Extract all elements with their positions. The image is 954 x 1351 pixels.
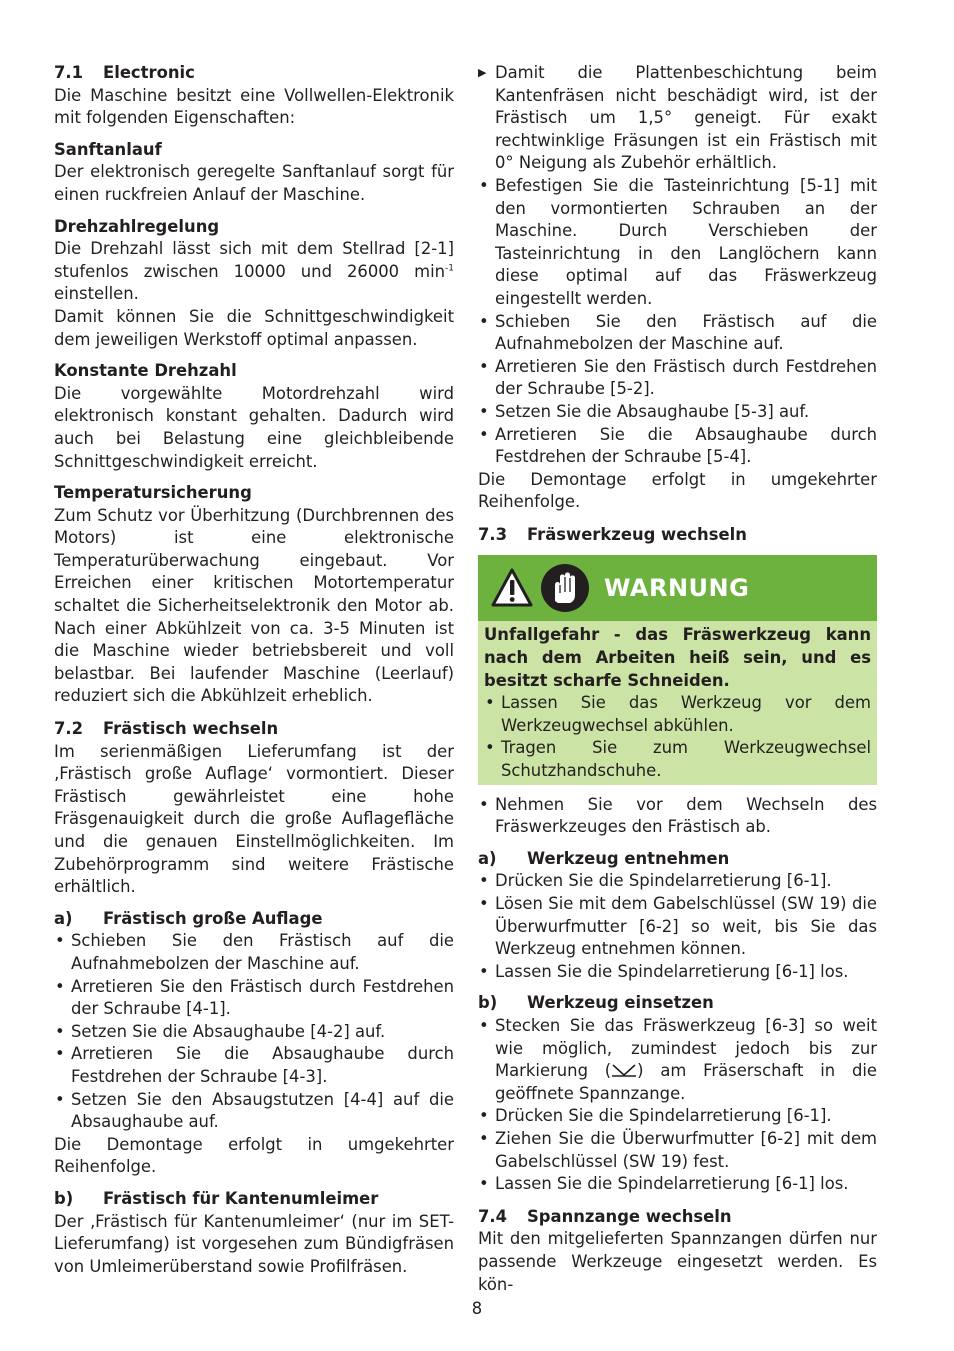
sanftanlauf-heading: Sanftanlauf bbox=[54, 139, 162, 159]
subsection-a-heading: a) Frästisch große Auflage bbox=[54, 908, 323, 928]
list-item: • Lassen Sie das Werkzeug vor dem Werkzeugwechsel abkühlen. bbox=[484, 692, 871, 737]
gloves-icon bbox=[540, 563, 590, 613]
list-item: • Nehmen Sie vor dem Wechseln des Fräswerkzeuges den Frästisch ab. bbox=[478, 794, 877, 839]
section-7-1-intro: Die Maschine besitzt eine Vollwellen-Elektronik mit folgenden Eigenschaften: bbox=[54, 85, 454, 128]
list-item: • Ziehen Sie die Überwurfmutter [6-2] mit dem Gabelschlüssel (SW 19) fest. bbox=[478, 1128, 877, 1173]
section-7-2-text: Im serienmäßigen Lieferumfang ist der ‚Frästisch große Auflage‘ vormontiert. Dieser Frästisch gewährleistet eine hohe Fräsgenauigkeit durch die große Auflagefläche und die genauen Einstellmöglichkeiten. Im Zubehörprogramm sind weitere Frästische erhältlich. bbox=[54, 741, 454, 897]
list-item: • Setzen Sie den Absaugstutzen [4-4] auf die Absaughaube auf. bbox=[54, 1089, 454, 1134]
werkzeug-entnehmen-heading: a) Werkzeug entnehmen bbox=[478, 848, 730, 868]
list-item: • Lösen Sie mit dem Gabelschlüssel (SW 19) die Überwurfmutter [6-2] so weit, bis Sie das Werkzeug entnehmen können. bbox=[478, 893, 877, 961]
list-item: ▶ Damit die Plattenbeschichtung beim Kantenfräsen nicht beschädigt wird, ist der Frästisch um 1,5° geneigt. Für exakt rechtwinklige Fräsungen ist ein Frästisch mit 0° Neigung als Zubehör erhältlich. bbox=[478, 62, 877, 175]
subsection-a-list bbox=[54, 930, 454, 1133]
warning-header bbox=[478, 555, 877, 621]
right-column bbox=[478, 62, 877, 1296]
drehzahlregelung-heading: Drehzahlregelung bbox=[54, 216, 220, 236]
list-item: • Setzen Sie die Absaughaube [4-2] auf. bbox=[54, 1021, 454, 1044]
sanftanlauf-text: Der elektronisch geregelte Sanftanlauf sorgt für einen ruckfreien Anlauf der Maschine. bbox=[54, 162, 454, 204]
list-item: • Drücken Sie die Spindelarretierung [6-1]. bbox=[478, 870, 877, 893]
list-item: • Stecken Sie das Fräswerkzeug [6-3] so weit wie möglich, zumindest jedoch bis zur Markierung ( ) am Fräserschaft in die geöffnete Spannzange. bbox=[478, 1015, 877, 1105]
warning-title: WARNUNG bbox=[604, 574, 750, 603]
warning-box bbox=[478, 555, 877, 784]
section-7-4-heading: 7.4 Spannzange wechseln bbox=[478, 1206, 732, 1226]
kanten-list bbox=[478, 62, 877, 469]
list-item: • Drücken Sie die Spindelarretierung [6-1]. bbox=[478, 1105, 877, 1128]
drehzahlregelung-text: Die Drehzahl lässt sich mit dem Stellrad [2-1] stufenlos zwischen 10000 und 26000 $\min^{-1}$ einstellen. bbox=[54, 239, 454, 304]
temperatursicherung-heading: Temperatursicherung bbox=[54, 483, 252, 503]
warning-triangle-icon bbox=[490, 567, 534, 609]
list-item: • Tragen Sie zum Werkzeugwechsel Schutzhandschuhe. bbox=[484, 737, 871, 782]
subsection-b-heading: b) Frästisch für Kantenumleimer bbox=[54, 1188, 379, 1208]
section-7-4-text: Mit den mitgelieferten Spannzangen dürfen nur passende Werkzeuge eingesetzt werden. Es kön- bbox=[478, 1229, 877, 1294]
section-7-1-heading: 7.1 Electronic bbox=[54, 63, 195, 82]
demontage-note: Die Demontage erfolgt in umgekehrter Reihenfolge. bbox=[478, 469, 877, 512]
left-column bbox=[54, 62, 454, 1278]
temperatursicherung-text: Zum Schutz vor Überhitzung (Durchbrennen des Motors) ist eine elektronische Temperaturüberwachung eingebaut. Vor Erreichen einer kritischen Motortemperatur schaltet die Sicherheitselektronik den Motor ab. Nach einer Abkühlzeit von ca. 3-5 Minuten ist die Maschine wieder betriebsbereit und voll belastbar. Bei laufender Maschine (Leerlauf) reduziert sich die Abkühlzeit erheblich. bbox=[54, 505, 454, 706]
drehzahlregelung-text-2: Damit können Sie die Schnittgeschwindigkeit dem jeweiligen Werkstoff optimal anpassen. bbox=[54, 306, 454, 349]
list-item: • Arretieren Sie die Absaughaube durch Festdrehen der Schraube [4-3]. bbox=[54, 1043, 454, 1088]
warning-body bbox=[478, 621, 877, 784]
list-item: • Schieben Sie den Frästisch auf die Aufnahmebolzen der Maschine auf. bbox=[478, 311, 877, 356]
werkzeug-entnehmen-list bbox=[478, 870, 877, 983]
marking-icon bbox=[611, 1062, 637, 1078]
pre-list bbox=[478, 794, 877, 839]
subsection-b-text: Der ‚Frästisch für Kantenumleimer‘ (nur im SET-Lieferumfang) ist vorgesehen zum Bündigfräsen von Umleimerüberstand sowie Profilfräsen. bbox=[54, 1211, 454, 1276]
list-item: • Arretieren Sie die Absaughaube durch Festdrehen der Schraube [5-4]. bbox=[478, 424, 877, 469]
section-7-2-heading: 7.2 Frästisch wechseln bbox=[54, 719, 279, 739]
werkzeug-einsetzen-heading: b) Werkzeug einsetzen bbox=[478, 993, 714, 1013]
list-item: • Lassen Sie die Spindelarretierung [6-1] los. bbox=[478, 1173, 877, 1196]
konstante-drehzahl-text: Die vorgewählte Motordrehzahl wird elektronisch konstant gehalten. Dadurch wird auch bei Belastung eine gleichbleibende Schnittgeschwindigkeit erreicht. bbox=[54, 383, 454, 471]
list-item: • Schieben Sie den Frästisch auf die Aufnahmebolzen der Maschine auf. bbox=[54, 930, 454, 975]
list-item: • Setzen Sie die Absaughaube [5-3] auf. bbox=[478, 401, 877, 424]
list-item: • Arretieren Sie den Frästisch durch Festdrehen der Schraube [5-2]. bbox=[478, 356, 877, 401]
list-item: • Lassen Sie die Spindelarretierung [6-1] los. bbox=[478, 961, 877, 984]
list-item: • Arretieren Sie den Frästisch durch Festdrehen der Schraube [4-1]. bbox=[54, 976, 454, 1021]
section-7-3-heading: 7.3 Fräswerkzeug wechseln bbox=[478, 524, 747, 544]
werkzeug-einsetzen-list bbox=[478, 1015, 877, 1196]
konstante-drehzahl-heading: Konstante Drehzahl bbox=[54, 361, 237, 381]
warning-list bbox=[484, 692, 871, 782]
page-number: 8 bbox=[471, 1299, 483, 1318]
list-item: • Befestigen Sie die Tasteinrichtung [5-1] mit den vormontierten Schrauben an der Maschine. Durch Verschieben der Tasteinrichtung in den Langlöchern kann diese optimal auf das Fräswerkzeug eingestellt werden. bbox=[478, 175, 877, 311]
demontage-note: Die Demontage erfolgt in umgekehrter Reihenfolge. bbox=[54, 1134, 454, 1177]
warning-lead: Unfallgefahr - das Fräswerkzeug kann nach dem Arbeiten heiß sein, und es besitzt scharfe Schneiden. bbox=[484, 625, 871, 690]
